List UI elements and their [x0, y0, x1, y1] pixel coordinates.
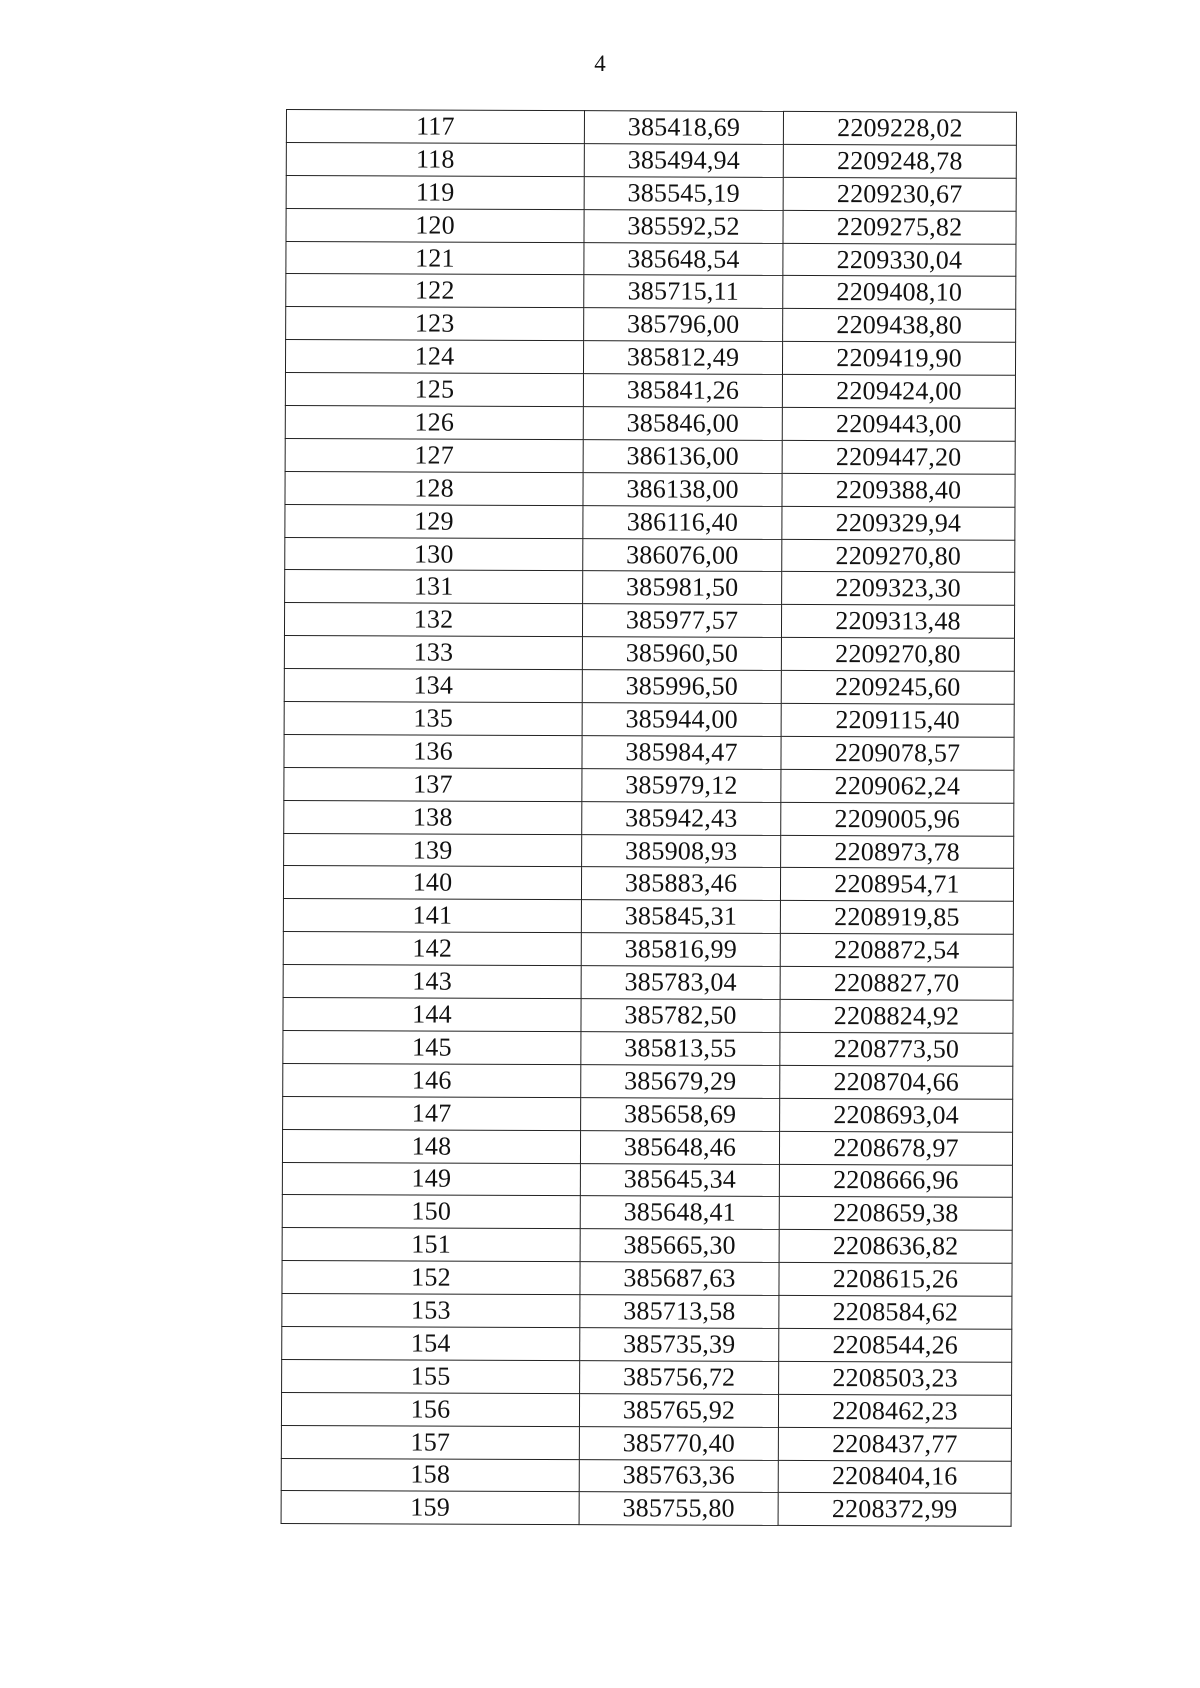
x-coordinate-cell: 385545,19: [584, 176, 783, 210]
y-coordinate-cell: 2208872,54: [780, 934, 1013, 968]
point-number-cell: 150: [282, 1195, 580, 1229]
point-number-cell: 140: [283, 866, 581, 900]
y-coordinate-cell: 2208666,96: [779, 1164, 1012, 1198]
y-coordinate-cell: 2208827,70: [780, 967, 1013, 1001]
x-coordinate-cell: 385984,47: [582, 736, 781, 770]
point-number-cell: 117: [286, 110, 584, 144]
point-number-cell: 149: [282, 1162, 580, 1196]
y-coordinate-cell: 2208636,82: [779, 1230, 1012, 1264]
table-row: [283, 998, 1013, 1034]
x-coordinate-cell: 385648,46: [580, 1130, 779, 1164]
table-row: [285, 504, 1015, 540]
point-number-cell: 158: [281, 1458, 579, 1492]
table-row: [286, 307, 1016, 343]
point-number-cell: 152: [282, 1261, 580, 1295]
table-row: [284, 833, 1014, 869]
x-coordinate-cell: 385783,04: [581, 966, 780, 1000]
table-row: [284, 603, 1014, 639]
point-number-cell: 121: [286, 241, 584, 275]
x-coordinate-cell: 385645,34: [580, 1163, 779, 1197]
point-number-cell: 131: [285, 570, 583, 604]
x-coordinate-cell: 385981,50: [583, 571, 782, 605]
x-coordinate-cell: 385687,63: [580, 1262, 779, 1296]
y-coordinate-cell: 2208954,71: [780, 868, 1013, 902]
y-coordinate-cell: 2208659,38: [779, 1197, 1012, 1231]
x-coordinate-cell: 385908,93: [582, 834, 781, 868]
point-number-cell: 144: [283, 998, 581, 1032]
point-number-cell: 146: [283, 1063, 581, 1097]
table-row: [285, 537, 1015, 573]
point-number-cell: 136: [284, 734, 582, 768]
y-coordinate-cell: 2209270,80: [781, 638, 1014, 672]
x-coordinate-cell: 385816,99: [581, 933, 780, 967]
y-coordinate-cell: 2208704,66: [780, 1065, 1013, 1099]
x-coordinate-cell: 385763,36: [579, 1459, 778, 1493]
point-number-cell: 157: [281, 1425, 579, 1459]
y-coordinate-cell: 2208544,26: [779, 1328, 1012, 1362]
y-coordinate-cell: 2208973,78: [781, 835, 1014, 869]
point-number-cell: 142: [283, 932, 581, 966]
point-number-cell: 129: [285, 504, 583, 538]
point-number-cell: 148: [282, 1129, 580, 1163]
y-coordinate-cell: 2209329,94: [782, 506, 1015, 540]
table-row: [281, 1491, 1011, 1527]
table-row: [283, 1063, 1013, 1099]
table-row: [283, 965, 1013, 1001]
coordinates-table: [281, 109, 1017, 1527]
y-coordinate-cell: 2208404,16: [778, 1460, 1011, 1494]
x-coordinate-cell: 386116,40: [583, 505, 782, 539]
x-coordinate-cell: 386138,00: [583, 472, 782, 506]
point-number-cell: 122: [286, 274, 584, 308]
y-coordinate-cell: 2208824,92: [780, 999, 1013, 1033]
y-coordinate-cell: 2209078,57: [781, 736, 1014, 770]
x-coordinate-cell: 385665,30: [580, 1229, 779, 1263]
y-coordinate-cell: 2208462,23: [778, 1394, 1011, 1428]
y-coordinate-cell: 2209248,78: [783, 144, 1016, 178]
point-number-cell: 147: [283, 1096, 581, 1130]
point-number-cell: 154: [282, 1326, 580, 1360]
point-number-cell: 127: [285, 438, 583, 472]
x-coordinate-cell: 385658,69: [581, 1097, 780, 1131]
y-coordinate-cell: 2209275,82: [783, 210, 1016, 244]
table-row: [282, 1228, 1012, 1264]
y-coordinate-cell: 2208678,97: [779, 1131, 1012, 1165]
table-row: [282, 1195, 1012, 1231]
y-coordinate-cell: 2209408,10: [783, 276, 1016, 310]
table-row: [286, 175, 1016, 211]
table-row: [286, 142, 1016, 178]
y-coordinate-cell: 2209388,40: [782, 473, 1015, 507]
point-number-cell: 141: [283, 899, 581, 933]
y-coordinate-cell: 2208693,04: [780, 1098, 1013, 1132]
x-coordinate-cell: 385979,12: [582, 768, 781, 802]
x-coordinate-cell: 385418,69: [584, 111, 783, 145]
table-row: [285, 373, 1015, 409]
y-coordinate-cell: 2209245,60: [781, 671, 1014, 705]
table-row: [282, 1326, 1012, 1362]
point-number-cell: 151: [282, 1228, 580, 1262]
point-number-cell: 139: [284, 833, 582, 867]
x-coordinate-cell: 385841,26: [583, 374, 782, 408]
y-coordinate-cell: 2209115,40: [781, 703, 1014, 737]
x-coordinate-cell: 385960,50: [582, 637, 781, 671]
table-row: [283, 866, 1013, 902]
table-row: [284, 734, 1014, 770]
x-coordinate-cell: 385813,55: [581, 1032, 780, 1066]
point-number-cell: 126: [285, 406, 583, 440]
y-coordinate-cell: 2209230,67: [783, 177, 1016, 211]
point-number-cell: 119: [286, 175, 584, 209]
y-coordinate-cell: 2209443,00: [782, 407, 1015, 441]
x-coordinate-cell: 385735,39: [580, 1328, 779, 1362]
table-row: [286, 110, 1016, 146]
y-coordinate-cell: 2208372,99: [778, 1493, 1011, 1527]
x-coordinate-cell: 385770,40: [579, 1426, 778, 1460]
y-coordinate-cell: 2208584,62: [779, 1295, 1012, 1329]
x-coordinate-cell: 385846,00: [583, 407, 782, 441]
y-coordinate-cell: 2209270,80: [782, 539, 1015, 573]
y-coordinate-cell: 2209438,80: [783, 309, 1016, 343]
y-coordinate-cell: 2208437,77: [778, 1427, 1011, 1461]
table-row: [283, 899, 1013, 935]
table-row: [285, 438, 1015, 474]
point-number-cell: 137: [284, 767, 582, 801]
x-coordinate-cell: 385996,50: [582, 670, 781, 704]
point-number-cell: 123: [286, 307, 584, 341]
x-coordinate-cell: 385883,46: [581, 867, 780, 901]
table-row: [285, 471, 1015, 507]
x-coordinate-cell: 385942,43: [582, 801, 781, 835]
table-row: [284, 669, 1014, 705]
table-row: [283, 1096, 1013, 1132]
point-number-cell: 156: [281, 1392, 579, 1426]
table-row: [281, 1392, 1011, 1428]
table-row: [284, 767, 1014, 803]
y-coordinate-cell: 2208615,26: [779, 1263, 1012, 1297]
table-row: [284, 800, 1014, 836]
table-row: [284, 636, 1014, 672]
x-coordinate-cell: 385679,29: [581, 1064, 780, 1098]
table-row: [282, 1294, 1012, 1330]
x-coordinate-cell: 385765,92: [579, 1393, 778, 1427]
point-number-cell: 125: [285, 373, 583, 407]
y-coordinate-cell: 2208503,23: [779, 1361, 1012, 1395]
y-coordinate-cell: 2209323,30: [782, 572, 1015, 606]
point-number-cell: 130: [285, 537, 583, 571]
y-coordinate-cell: 2209330,04: [783, 243, 1016, 277]
y-coordinate-cell: 2209228,02: [783, 111, 1016, 145]
y-coordinate-cell: 2208919,85: [780, 901, 1013, 935]
x-coordinate-cell: 385592,52: [584, 209, 783, 243]
table-row: [285, 570, 1015, 606]
x-coordinate-cell: 386076,00: [583, 538, 782, 572]
table-row: [286, 274, 1016, 310]
point-number-cell: 120: [286, 208, 584, 242]
point-number-cell: 159: [281, 1491, 579, 1525]
y-coordinate-cell: 2209062,24: [781, 769, 1014, 803]
x-coordinate-cell: 385782,50: [581, 999, 780, 1033]
point-number-cell: 143: [283, 965, 581, 999]
y-coordinate-cell: 2209419,90: [782, 342, 1015, 376]
y-coordinate-cell: 2208773,50: [780, 1032, 1013, 1066]
point-number-cell: 155: [282, 1359, 580, 1393]
x-coordinate-cell: 385756,72: [580, 1360, 779, 1394]
x-coordinate-cell: 385648,41: [580, 1196, 779, 1230]
table-row: [281, 1458, 1011, 1494]
table-row: [281, 1425, 1011, 1461]
table-row: [285, 406, 1015, 442]
table-row: [283, 932, 1013, 968]
point-number-cell: 118: [286, 142, 584, 176]
x-coordinate-cell: 385713,58: [580, 1295, 779, 1329]
point-number-cell: 124: [285, 340, 583, 374]
table-row: [283, 1030, 1013, 1066]
x-coordinate-cell: 385494,94: [584, 144, 783, 178]
coordinates-table-body: [281, 110, 1016, 1527]
point-number-cell: 135: [284, 702, 582, 736]
table-row: [286, 241, 1016, 277]
point-number-cell: 128: [285, 471, 583, 505]
table-row: [286, 208, 1016, 244]
point-number-cell: 133: [284, 636, 582, 670]
point-number-cell: 145: [283, 1030, 581, 1064]
point-number-cell: 132: [284, 603, 582, 637]
x-coordinate-cell: 385715,11: [584, 275, 783, 309]
x-coordinate-cell: 386136,00: [583, 440, 782, 474]
x-coordinate-cell: 385845,31: [581, 900, 780, 934]
point-number-cell: 138: [284, 800, 582, 834]
table-row: [282, 1359, 1012, 1395]
y-coordinate-cell: 2209005,96: [781, 802, 1014, 836]
table-row: [282, 1162, 1012, 1198]
table-row: [284, 702, 1014, 738]
x-coordinate-cell: 385755,80: [579, 1492, 778, 1526]
x-coordinate-cell: 385648,54: [584, 242, 783, 276]
x-coordinate-cell: 385977,57: [582, 604, 781, 638]
x-coordinate-cell: 385796,00: [584, 308, 783, 342]
x-coordinate-cell: 385944,00: [582, 703, 781, 737]
point-number-cell: 153: [282, 1294, 580, 1328]
x-coordinate-cell: 385812,49: [583, 341, 782, 375]
y-coordinate-cell: 2209313,48: [781, 605, 1014, 639]
y-coordinate-cell: 2209424,00: [782, 375, 1015, 409]
table-row: [285, 340, 1015, 376]
table-row: [282, 1129, 1012, 1165]
table-row: [282, 1261, 1012, 1297]
y-coordinate-cell: 2209447,20: [782, 440, 1015, 474]
point-number-cell: 134: [284, 669, 582, 703]
page-number: 4: [594, 51, 606, 76]
